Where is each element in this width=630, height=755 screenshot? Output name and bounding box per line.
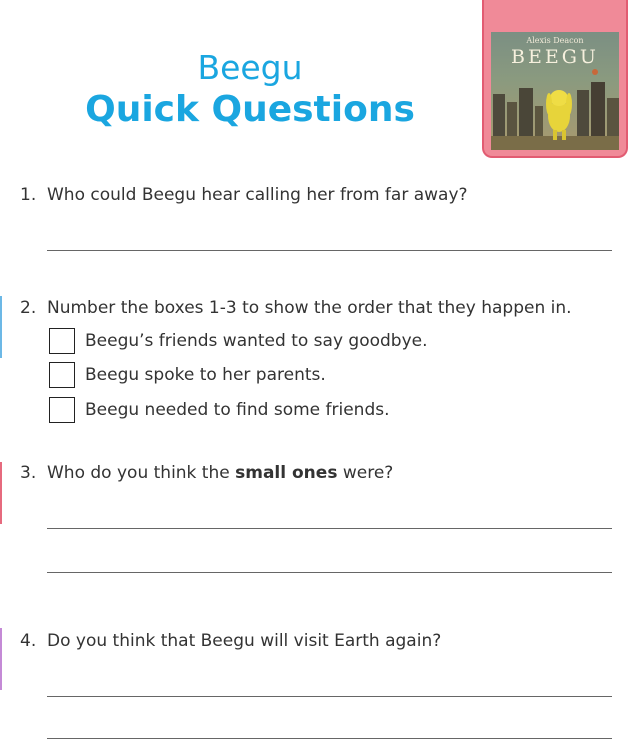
quick-questions-heading: Quick Questions — [85, 89, 415, 130]
book-author: Alexis Deacon — [526, 36, 584, 45]
question-number: 1. — [20, 185, 37, 205]
answer-line-q4-b[interactable] — [47, 738, 612, 739]
answer-line-q1[interactable] — [47, 250, 612, 251]
order-option-3 — [49, 396, 390, 424]
book-title: BEEGU — [511, 46, 599, 68]
question-number: 4. — [20, 631, 37, 651]
page-title — [60, 48, 440, 132]
answer-line-q3-b[interactable] — [47, 572, 612, 573]
question-text — [47, 463, 393, 483]
question-text-part: were? — [337, 463, 394, 483]
option-label: Beegu spoke to her parents. — [85, 365, 326, 385]
answer-line-q4-a[interactable] — [47, 696, 612, 697]
question-text-bold: small ones — [235, 463, 338, 483]
question-text: Number the boxes 1-3 to show the order that they happen in. — [47, 298, 572, 318]
question-1 — [20, 184, 468, 206]
order-option-2 — [49, 361, 326, 389]
question-number: 3. — [20, 463, 37, 483]
question-number: 2. — [20, 298, 37, 318]
option-label: Beegu needed to find some friends. — [85, 400, 390, 420]
city-illustration — [491, 32, 619, 150]
order-number-box[interactable] — [49, 397, 75, 423]
question-text: Who could Beegu hear calling her from far away? — [47, 185, 468, 205]
answer-line-q3-a[interactable] — [47, 528, 612, 529]
book-cover-frame — [482, 0, 628, 158]
order-number-box[interactable] — [49, 328, 75, 354]
edge-marker-q2 — [0, 296, 2, 358]
question-2 — [20, 297, 572, 319]
edge-marker-q4 — [0, 628, 2, 690]
order-number-box[interactable] — [49, 362, 75, 388]
edge-marker-q3 — [0, 462, 2, 524]
question-text: Do you think that Beegu will visit Earth again? — [47, 631, 442, 651]
question-4 — [20, 630, 441, 652]
option-label: Beegu’s friends wanted to say goodbye. — [85, 331, 428, 351]
book-name-heading: Beegu — [197, 48, 303, 87]
book-cover-image — [491, 32, 619, 150]
order-option-1 — [49, 327, 428, 355]
question-text-part: Who do you think the — [47, 463, 236, 483]
question-3 — [20, 462, 393, 484]
